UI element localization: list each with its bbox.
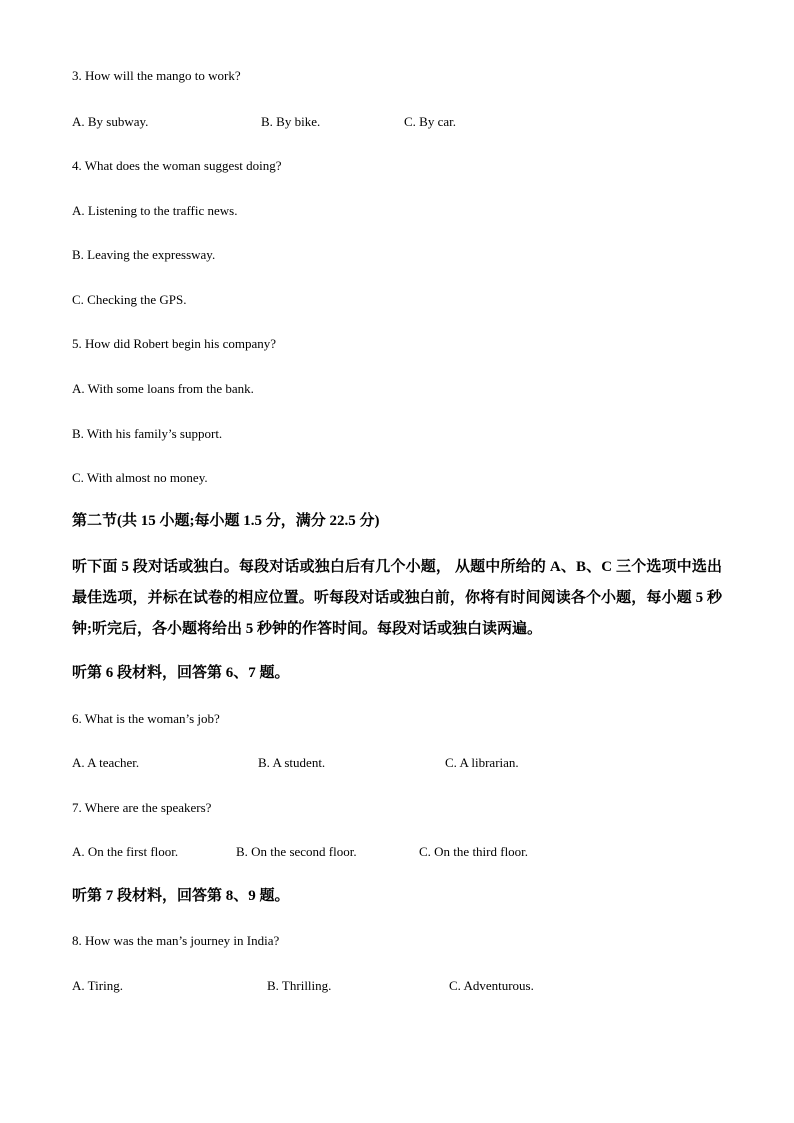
question-text: 6. What is the woman’s job? bbox=[72, 711, 220, 726]
question-text: 3. How will the mango to work? bbox=[72, 68, 241, 83]
option-c: C. With almost no money. bbox=[72, 470, 208, 485]
material-6-heading: 听第 6 段材料，回答第 6、7 题。 bbox=[72, 665, 290, 681]
option-b: B. Thrilling. bbox=[267, 978, 332, 993]
option-a: A. With some loans from the bank. bbox=[72, 381, 254, 396]
question-text: 4. What does the woman suggest doing? bbox=[72, 158, 282, 173]
option-b: B. With his family’s support. bbox=[72, 426, 223, 441]
question-text: 7. Where are the speakers? bbox=[72, 800, 212, 815]
option-a: A. Tiring. bbox=[72, 978, 123, 993]
question-text: 8. How was the man’s journey in India? bbox=[72, 933, 280, 948]
section-heading: 第二节(共 15 小题;每小题 1.5 分，满分 22.5 分) bbox=[72, 513, 380, 529]
option-c: C. Adventurous. bbox=[449, 978, 534, 993]
option-b: B. A student. bbox=[258, 755, 326, 770]
option-b: B. On the second floor. bbox=[236, 844, 357, 859]
option-a: A. Listening to the traffic news. bbox=[72, 203, 238, 218]
option-a: A. On the first floor. bbox=[72, 844, 179, 859]
option-c: C. A librarian. bbox=[445, 755, 519, 770]
option-c: C. On the third floor. bbox=[419, 844, 529, 859]
option-a: A. By subway. bbox=[72, 114, 149, 129]
option-a: A. A teacher. bbox=[72, 755, 140, 770]
question-text: 5. How did Robert begin his company? bbox=[72, 336, 276, 351]
option-b: B. Leaving the expressway. bbox=[72, 247, 216, 262]
option-b: B. By bike. bbox=[261, 114, 321, 129]
option-c: C. Checking the GPS. bbox=[72, 292, 187, 307]
section-instructions: 听下面 5 段对话或独白。每段对话或独白后有几个小题， 从题中所给的 A、B、C 三个选项中选出最佳选项，并标在试卷的相应位置。听每段对话或独白前，你将有时间阅读各个小题，每小题 5 秒钟;听完后，各小题将给出 5 秒钟的作答时间。每段对话或独白读两遍。 bbox=[72, 559, 722, 637]
option-c: C. By car. bbox=[404, 114, 456, 129]
material-7-heading: 听第 7 段材料，回答第 8、9 题。 bbox=[72, 888, 290, 904]
